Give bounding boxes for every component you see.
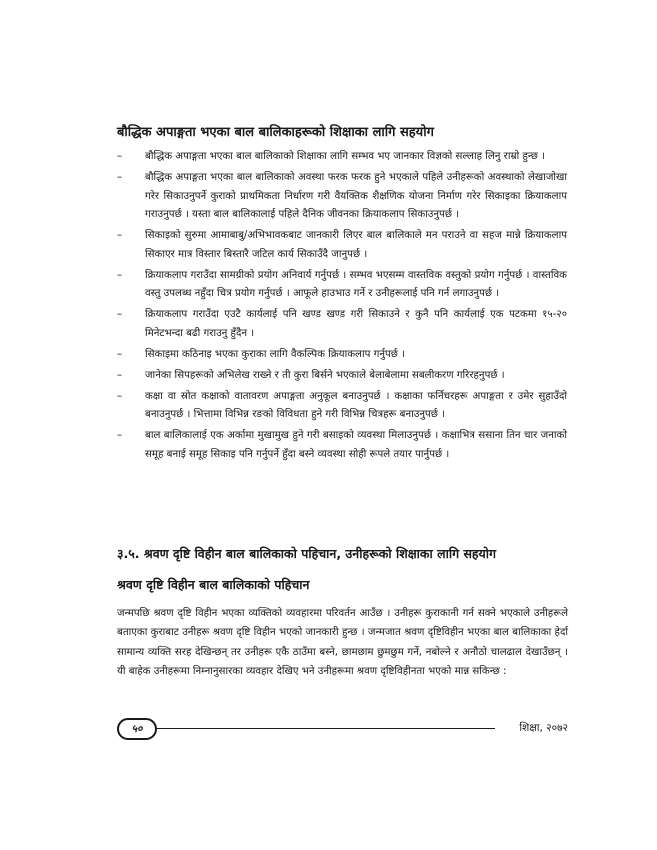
bullet-list — [117, 148, 567, 467]
bullet-dash: – — [117, 390, 123, 402]
bullet-dash: – — [117, 269, 123, 281]
bullet-text: सिकाइमा कठिनाइ भएका कुराका लागि वैकल्पिक क्रियाकलाप गर्नुपर्छ । — [145, 348, 406, 360]
bullet-text: बौद्धिक अपाङ्गता भएका बाल बालिकाको अवस्था फरक फरक हुने भएकाले पहिले उनीहरूको अवस्थाको लेखाजोखा गरेर सिकाउनुपर्ने कुराको प्राथमिकता निर्धारण गरी वैयक्तिक शैक्षणिक योजना निर्माण गरेर सिकाइका क्रियाकलाप गराउनुपर्छ । यस्ता बाल बालिकालाई पहिले दैनिक जीवनका क्रियाकलाप सिकाउनुपर्छ । — [145, 171, 567, 221]
bullet-dash: – — [117, 369, 123, 381]
bullet-item — [117, 388, 567, 425]
bullet-item — [117, 148, 567, 167]
bullet-item — [117, 367, 567, 386]
bullet-item — [117, 346, 567, 365]
bullet-item — [117, 306, 567, 343]
page-footer — [117, 716, 568, 742]
bullet-item — [117, 427, 567, 464]
bullet-item — [117, 169, 567, 225]
journal-name: शिक्षा, २०७२ — [519, 722, 568, 734]
bullet-text: जानेका सिपहरूको अभिलेख राख्ने र ती कुरा बिर्सने भएकाले बेलाबेलामा सबलीकरण गरिरहनुपर्छ । — [145, 369, 505, 381]
body-paragraph: जन्मपछि श्रवण दृष्टि विहीन भएका व्यक्तिको व्यवहारमा परिवर्तन आउँछ । उनीहरू कुराकानी गर्न सक्ने भएकाले उनीहरूले बताएका कुराबाट उनीहरू श्रवण दृष्टि विहीन भएको जानकारी हुन्छ । जन्मजात श्रवण दृष्टिविहीन भएका बाल बालिकाका हेर्दा सामान्य व्यक्ति सरह देखिन्छन् तर उनीहरू एकै ठाउँमा बस्ने, छामछाम छुमछुम गर्ने, नबोल्ने र अनौठो चालढाल देखाउँछन् । यी बाहेक उनीहरूमा निम्नानुसारका व्यवहार देखिए भने उनीहरूमा श्रवण दृष्टिविहीनता भएको मान्न सकिन्छ : — [117, 608, 568, 677]
bullet-dash: – — [117, 348, 123, 360]
bullet-dash: – — [117, 309, 123, 321]
bullet-text: सिकाइको सुरुमा आमाबाबु/अभिभावकबाट जानकारी लिएर बाल बालिकाले मन पराउने वा सहज मान्ने क्रियाकलाप सिकाएर मात्र विस्तार बिस्तारै जटिल कार्य सिकाउँदै जानुपर्छ । — [145, 230, 567, 260]
bullet-item — [117, 267, 567, 304]
bullet-text: कक्षा वा स्रोत कक्षाको वातावरण अपाङ्गता अनुकूल बनाउनुपर्छ । कक्षाका फर्निचरहरू अपाङ्गता र उमेर सुहाउँदो बनाउनुपर्छ । भित्तामा विभिन्न रङको विविधता हुने गरी विभिन्न चित्रहरू बनाउनुपर्छ । — [145, 390, 567, 421]
bullet-dash: – — [117, 230, 123, 242]
footer-rule — [157, 728, 495, 729]
bullet-text: बाल बालिकालाई एक अर्कामा मुखामुख हुने गरी बसाइको व्यवस्था मिलाउनुपर्छ । कक्षाभित्र ससाना तिन चार जनाको समूह बनाई समूह सिकाइ पनि गर्नुपर्ने हुँदा बस्ने व्यवस्था सोही रूपले तयार पार्नुपर्छ । — [145, 430, 567, 461]
bullet-dash: – — [117, 171, 123, 183]
section-title: ३.५. श्रवण दृष्टि विहीन बाल बालिकाको पहिचान, उनीहरूको शिक्षाका लागि सहयोग — [117, 546, 497, 561]
bullet-dash: – — [117, 430, 123, 442]
page-number: ५० — [117, 718, 157, 740]
bullet-text: बौद्धिक अपाङ्गता भएका बाल बालिकाको शिक्षाका लागि सम्भव भए जानकार विज्ञको सल्लाह लिनु राम्रो हुन्छ । — [145, 151, 546, 162]
subsection-title: श्रवण दृष्टि विहीन बाल बालिकाको पहिचान — [117, 577, 310, 592]
bullet-text: क्रियाकलाप गराउँदा एउटै कार्यलाई पनि खण्ड खण्ड गरी सिकाउने र कुनै पनि कार्यलाई एक पटकमा १५-२० मिनेटभन्दा बढी गराउनु हुँदैन । — [145, 309, 567, 340]
section-heading: बौद्धिक अपाङ्गता भएका बाल बालिकाहरूको शिक्षाका लागि सहयोग — [117, 125, 434, 140]
bullet-item — [117, 227, 567, 264]
bullet-dash: – — [117, 151, 123, 162]
bullet-text: क्रियाकलाप गराउँदा सामग्रीको प्रयोग अनिवार्य गर्नुपर्छ । सम्भव भएसम्म वास्तविक वस्तुको प्रयोग गर्नुपर्छ । वास्तविक वस्तु उपलब्ध नहुँदा चित्र प्रयोग गर्नुपर्छ । आफूले हाउभाउ गर्ने र उनीहरूलाई पनि गर्न लगाउनुपर्छ । — [145, 269, 567, 300]
